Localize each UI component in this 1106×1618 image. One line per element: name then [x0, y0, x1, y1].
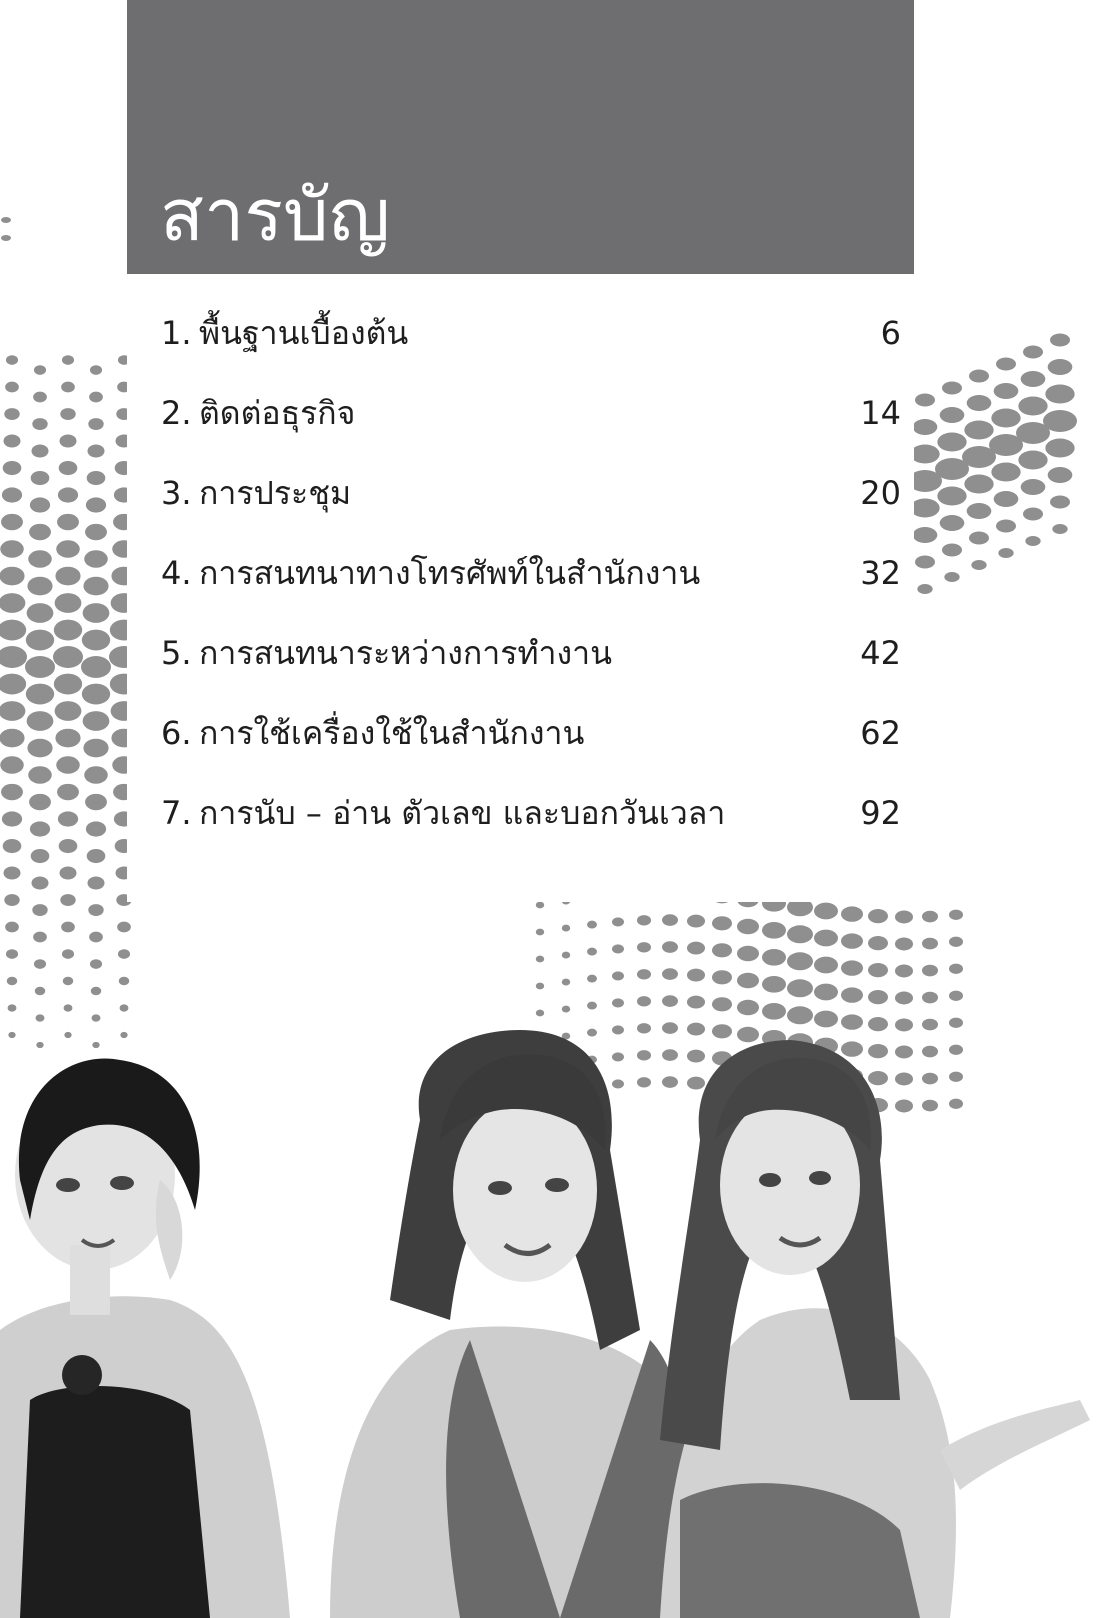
three-women-illustration: [0, 1030, 1090, 1618]
toc-entry-number: 1.: [161, 314, 192, 352]
woman-left-figure: [0, 1059, 290, 1618]
toc-entry-number: 3.: [161, 474, 192, 512]
toc-entry-title: พื้นฐานเบื้องต้น: [199, 314, 409, 352]
toc-entry-title: การสนทนาระหว่างการทำงาน: [199, 634, 612, 672]
toc-entry[interactable]: [161, 468, 901, 518]
toc-entry-page: 62: [860, 714, 901, 752]
woman-right-figure: [660, 1040, 1090, 1618]
toc-entry-title: การประชุม: [199, 474, 352, 512]
toc-entry-title: การสนทนาทางโทรศัพท์ในสำนักงาน: [199, 554, 701, 592]
toc-entry-title: การนับ – อ่าน ตัวเลข และบอกวันเวลา: [199, 794, 726, 832]
toc-entry-number: 2.: [161, 394, 192, 432]
toc-entry[interactable]: [161, 708, 901, 758]
toc-entry[interactable]: [161, 308, 901, 358]
toc-entry-number: 4.: [161, 554, 192, 592]
toc-entry-number: 6.: [161, 714, 192, 752]
toc-entry-page: 32: [860, 554, 901, 592]
toc-entry-number: 5.: [161, 634, 192, 672]
toc-entry-title: ติดต่อธุรกิจ: [199, 394, 356, 432]
toc-entry-page: 14: [860, 394, 901, 432]
toc-entry-page: 42: [860, 634, 901, 672]
page-title: สารบัญ: [160, 173, 391, 257]
toc-entry[interactable]: [161, 628, 901, 678]
toc-entry[interactable]: [161, 788, 901, 838]
title-band: [127, 0, 914, 274]
toc-entry-title: การใช้เครื่องใช้ในสำนักงาน: [199, 714, 585, 752]
toc-entry[interactable]: [161, 548, 901, 598]
toc-entry-page: 6: [880, 314, 901, 352]
table-of-contents: [127, 274, 914, 902]
woman-middle-figure: [330, 1030, 704, 1618]
toc-entry[interactable]: [161, 388, 901, 438]
toc-entry-page: 20: [860, 474, 901, 512]
toc-entry-page: 92: [860, 794, 901, 832]
toc-entry-number: 7.: [161, 794, 192, 832]
